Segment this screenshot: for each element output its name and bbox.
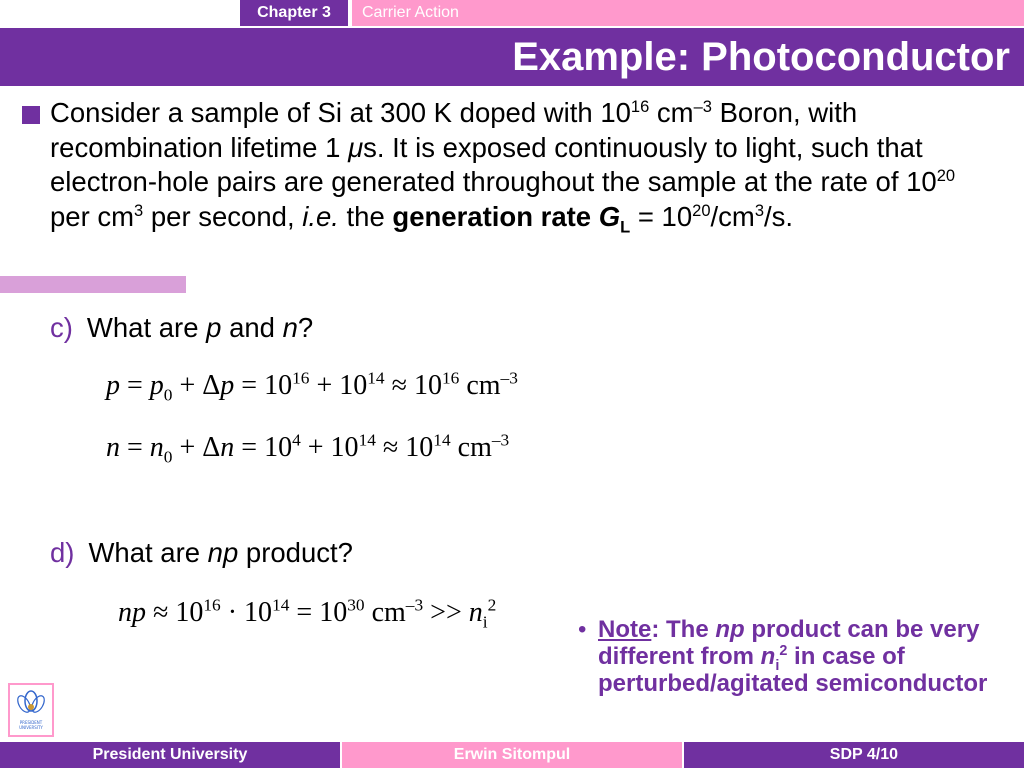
question-d: d) What are np product? (50, 537, 353, 568)
note-text: Note: The np product can be very different from $n_i^2$ in case of perturbed/agitated semiconductor (598, 616, 988, 697)
top-bar (0, 0, 1024, 26)
square-bullet-icon (22, 106, 40, 124)
accent-bar (0, 276, 186, 293)
svg-text:UNIVERSITY: UNIVERSITY (19, 725, 43, 730)
chapter-title: Carrier Action (352, 0, 1024, 26)
equation-p: $p = p_0 + \Delta p = 10^{16} + 10^{14} \approx 10^{16}$ $cm^{-3}$ (106, 368, 518, 405)
question-c: c) What are p and n? (50, 312, 314, 343)
slide-title: Example: Photoconductor (512, 35, 1010, 79)
footer (0, 742, 1024, 768)
footer-page: SDP 4/10 (684, 742, 1024, 768)
svg-text:PRESIDENT: PRESIDENT (19, 720, 43, 725)
footer-university: President University (0, 742, 340, 768)
bullet-icon: • (578, 616, 587, 643)
university-logo-icon (8, 683, 54, 737)
problem-statement: Consider a sample of Si at 300 K doped with $10^{16}$ $cm^{-3}$ Boron, with recombination lifetime 1 μs. It is exposed continuously to light, such that electron-hole pairs are generated throughout the sample at the rate of $10^{20}$ per $cm^3$ per second, i.e. the generation rate $G_L = 10^{20}/cm^3/s$. (50, 97, 956, 236)
equation-np: np ≈ $10^{16} \cdot 10^{14} = 10^{30}$ $cm^{-3} >> n_i^2$ (118, 595, 497, 632)
equation-n: $n = n_0 + \Delta n = 10^4 + 10^{14} \approx 10^{14}$ $cm^{-3}$ (106, 430, 510, 467)
chapter-label: Chapter 3 (240, 0, 348, 26)
footer-author: Erwin Sitompul (342, 742, 682, 768)
